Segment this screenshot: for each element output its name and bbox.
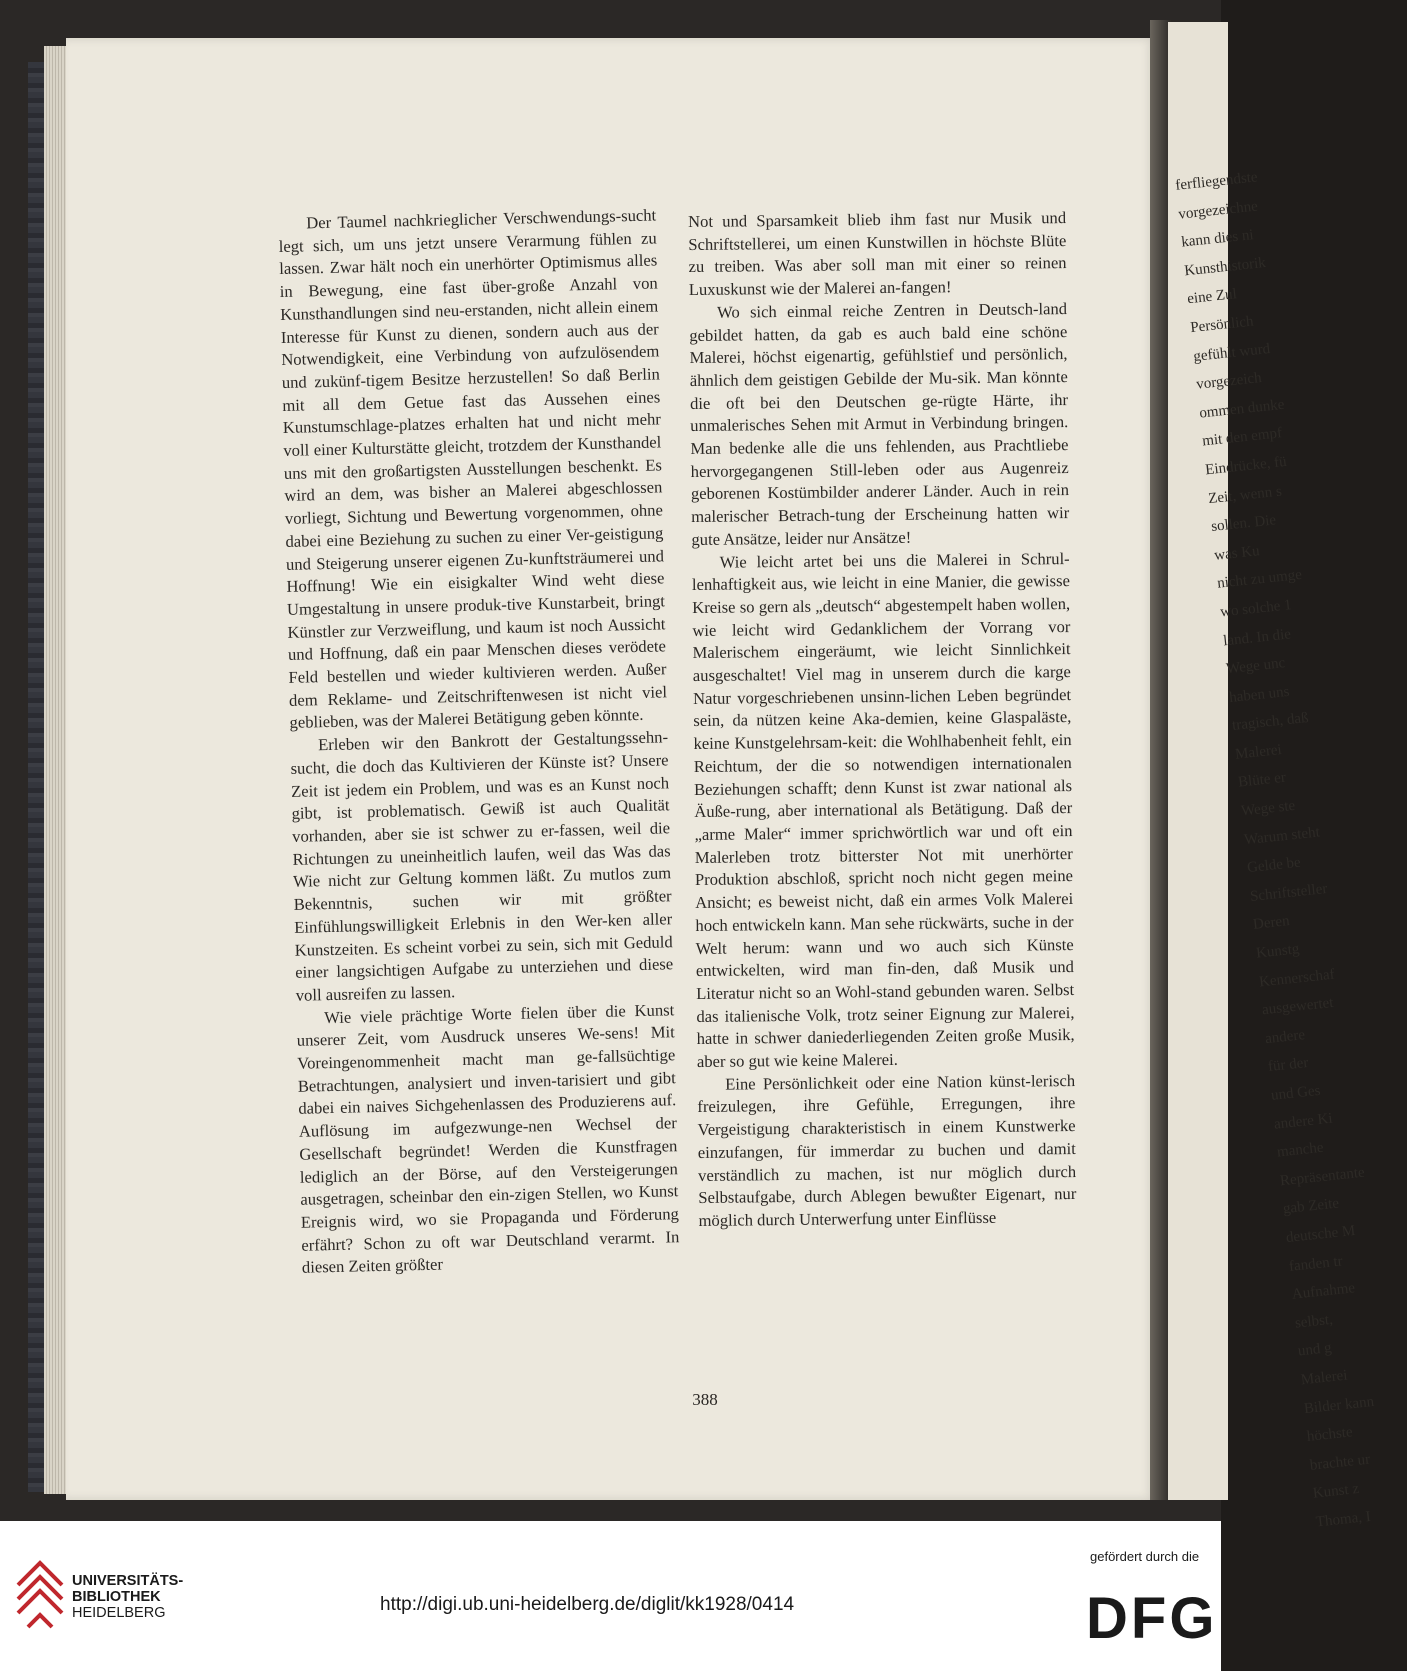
next-page-fragment: Persönlich: [1189, 313, 1255, 337]
next-page-fragment: andere Ki: [1273, 1110, 1334, 1133]
left-text-column: [278, 204, 680, 1279]
next-page-fragment: und Ges: [1270, 1082, 1322, 1104]
next-page-fragment: Aufnahme: [1291, 1280, 1356, 1303]
paragraph: Wo sich einmal reiche Zentren in Deutsch-land gebildet hatten, da gab es auch bald eine schöne Malerei, höchst eigenartig, gefühlstief und persönlich, ähnlich dem geistigen Gebilde der Mu-sik. Man könnte die oft bei den Deutschen ge-rügte Härte, ihr unmalerisches Sehen mit Armut in Verbindung bringen. Man bedenke alle die uns fehlenden, aus Prachtliebe hervorgegangenen Still-leben oder aus Augenreiz geborenen Kostümbilder anderer Länder. Auch in rein malerischer Betrach-tung der Erscheinung hatten wir gute Ansätze, leider nur Ansätze!: [689, 298, 1070, 549]
next-page-fragment: Repräsentante: [1279, 1164, 1366, 1190]
next-page-fragment: kann dies ni: [1180, 227, 1255, 251]
next-page-fragment: Kunst z: [1312, 1481, 1360, 1502]
next-page-fragment: für der: [1267, 1055, 1310, 1076]
next-page-fragment: Zeit, wenn s: [1207, 483, 1283, 507]
next-page-edge: [1168, 22, 1375, 1531]
next-page-fragment: Warum steht: [1243, 824, 1321, 848]
page-number: 388: [692, 1390, 718, 1409]
next-page-fragment: Kunsthistorik: [1183, 254, 1267, 280]
paragraph: Not und Sparsamkeit blieb ihm fast nur Musik und Schriftstellerei, um einen Kunstwillen in höchste Blüte zu treiben. Was aber soll man mit einer so reinen Luxuskunst wie der Malerei an-fangen!: [688, 208, 1067, 300]
next-page-fragment: und g: [1297, 1340, 1333, 1360]
next-page-fragment: vorgezeich: [1195, 370, 1263, 393]
footer-bar: [0, 1521, 1221, 1671]
next-page-fragment: Kunstg: [1255, 941, 1301, 962]
funded-by-label: gefördert durch die: [1090, 1549, 1200, 1564]
next-page-fragment: gefühlt wurd: [1192, 340, 1271, 365]
next-page-fragment: brachte ur: [1309, 1451, 1371, 1474]
library-name-line: UNIVERSITÄTS-: [72, 1573, 184, 1589]
next-page-fragment: deutsche M: [1285, 1222, 1357, 1247]
paragraph: Eine Persönlichkeit oder eine Nation künst-lerisch freizulegen, ihre Gefühle, Erregungen, ihre Vergeistigung charakteristisch in einem Kunstwerke einzufangen, für immerdar zu buchen und damit verständlich zu machen, ist nur möglich durch Selbstaufgabe, durch Ablegen bewußter Eigenart, nur möglich durch Unterwerfung unter Einflüsse: [697, 1070, 1077, 1230]
permalink-url[interactable]: http://digi.ub.uni-heidelberg.de/diglit/kk1928/0414: [380, 1594, 795, 1615]
next-page-fragment: Eindrücke, fü: [1204, 453, 1288, 479]
next-page-fragment: Wege ste: [1240, 797, 1296, 820]
next-page-fragment: ausgewertet: [1261, 995, 1335, 1019]
next-page-fragment: wo solche 1: [1219, 597, 1293, 621]
next-page-fragment: andere: [1264, 1026, 1306, 1047]
next-page-fragment: Thoma, I: [1315, 1508, 1372, 1531]
next-page-fragment: ommen dunke: [1198, 396, 1286, 422]
next-page-fragment: haben uns: [1228, 683, 1291, 706]
next-page-fragment: gab Zeite: [1282, 1195, 1340, 1218]
next-page-fragment: fanden tr: [1288, 1252, 1344, 1275]
next-page-text: [1174, 163, 1407, 1537]
next-page-fragment: Bilder kann: [1303, 1393, 1375, 1417]
next-page-fragment: Wege unc: [1225, 655, 1286, 678]
next-page-fragment: was Ku: [1213, 542, 1261, 564]
next-page-fragment: Deren: [1252, 913, 1291, 934]
library-name-line: HEIDELBERG: [72, 1605, 166, 1621]
next-page-fragment: land. In die: [1222, 625, 1292, 649]
next-page-fragment: mit den empf: [1201, 425, 1283, 450]
next-page-fragment: Gelde be: [1246, 854, 1302, 877]
next-page-fragment: Kennerschaf: [1258, 966, 1336, 991]
next-page-fragment: ferfliegendste: [1174, 169, 1259, 194]
paragraph: Erleben wir den Bankrott der Gestaltungssehn-sucht, die doch das Kultivieren der Künste ist? Unsere Zeit ist jedem ein Problem, und was es an Kunst noch gibt, ist problematisch. Gewiß ist auch Qualität vorhanden, aber sie ist schwer zu er-fassen, weil die Richtungen zu uneinheitlich laufen, weil das Was das Wie nicht zur Geltung kommen läßt. Zu mutlos zum Bekenntnis, suchen wir mit größter Einfühlungswilligkeit Erlebnis in den Wer-ken aller Kunstzeiten. Es scheint vorbei zu sein, sich mit Geduld einer langsichtigen Aufgabe zu unterziehen und diese voll ausreifen zu lassen.: [290, 727, 674, 1005]
dfg-logo[interactable]: DFG: [1086, 1586, 1218, 1651]
next-page-fragment: Schriftsteller: [1249, 880, 1329, 905]
library-name-line: BIBLIOTHEK: [72, 1589, 161, 1605]
next-page-fragment: Blüte er: [1237, 770, 1287, 792]
next-page-fragment: tragisch, daß: [1231, 710, 1310, 735]
next-page-fragment: vorgezeichne: [1177, 198, 1259, 223]
right-text-column: [688, 207, 1077, 1233]
next-page-fragment: selbst,: [1294, 1311, 1334, 1332]
library-name[interactable]: [72, 1573, 183, 1621]
paragraph: Wie leicht artet bei uns die Malerei in Schrul-lenhaftigkeit aus, wie leicht in eine Manier, die gewisse Kreise so gern als „deutsch“ abgestempelt haben wollen, wie leicht wird Gedanklichem der Vorrang vor Malerischem eingeräumt, wie leicht Sinnlichkeit ausgeschaltet! Viel mag in unserem durch die karge Natur vorgeschriebenen unsinn-lichen Leben begründet sein, da nützen keine Aka-demien, keine Glaspaläste, keine Kunstgelehrsam-keit: die Wohlhabenheit fehlt, ein Reichtum, der die so notwendigen internationalen Beziehungen schafft; denn Kunst ist zwar national als Äuße-rung, aber international als Betätigung. Daß der „arme Maler“ immer sprichwörtlich war und oft ein Malerleben trotz bitterster Not mit unerhörter Produktion abschloß, spricht noch nicht gegen meine Ansicht; es beweist nicht, daß ein armes Volk Malerei hoch entwickeln kann. Man sehe rückwärts, suche in der Welt herum: wann und wo auch sich Künste entwickelten, wird man fin-den, daß Musik und Literatur nicht so an Wohl-stand gebunden waren. Selbst das italienische Volk, trotz seiner Eignung zur Malerei, hatte in schwer daniederliegenden Zeiten große Musik, aber so gut wie keine Malerei.: [691, 548, 1075, 1071]
next-page-fragment: höchste: [1306, 1424, 1354, 1446]
page-stack-edge: [44, 46, 68, 1494]
next-page-fragment: sollen. Die: [1210, 512, 1277, 536]
next-page-fragment: manche: [1276, 1139, 1325, 1161]
library-logo-icon: [14, 1555, 66, 1633]
paragraph: Wie viele prächtige Worte fielen über die Kunst unserer Zeit, vom Ausdruck unseres We-sens! Mit Voreingenommenheit macht man ge-fallsüchtige Betrachtungen, analysiert und inven-tarisiert und gibt dabei ein naives Sichgehenlassen des Produzierens auf. Auflösung im aufgezwunge-nen Wechsel der Gesellschaft begründet! Werden die Kunstfragen lediglich an der Börse, auf den Versteigerungen ausgetragen, scheinbar den ein-zigen Stellen, wo Kunst Ereignis wird, wo sie Propaganda und Förderung erfährt? Schon zu oft war Deutschland verarmt. In diesen Zeiten größter: [296, 999, 680, 1278]
next-page-fragment: Malerei: [1300, 1367, 1349, 1389]
paragraph: Der Taumel nachkrieglicher Verschwendungs-sucht legt sich, um uns jetzt unsere Verarmung fühlen zu lassen. Zwar hält noch ein unerhörter Optimismus alles in Bewegung, eine fast über-große Anzahl von Kunsthandlungen sind neu-erstanden, nicht allein einem Interesse für Kunst zu dienen, sondern auch aus der Notwendigkeit, eine Verbindung von aufzulösendem und zukünf-tigem Besitze herzustellen! So daß Berlin mit all dem Getue fast das Aussehen eines Kunstumschlage-platzes erhalten hat und nicht mehr voll einer Kulturstätte gleicht, trotzdem der Kunsthandel uns mit den großartigsten Ausstellungen beschenkt. Es wird an dem, was bisher an Malerei abgeschlossen vorliegt, Sichtung und Bewertung vorgenommen, ohne dabei eine Beziehung zu suchen zu einer Ver-geistigung und Steigerung unserer eigenen Zu-kunftsträumerei und Hoffnung! Wie ein eisigkalter Wind weht diese Umgestaltung in unsere produk-tive Kunstarbeit, bringt Künstler zur Verzweiflung, und kaum ist noch Aussicht und Hoffnung, daß ein paar Menschen dieses verödete Feld bestellen und wieder kultivieren werden. Außer dem Reklame- und Zeitschriftenwesen ist nicht viel geblieben, was der Malerei Betätigung geben könnte.: [278, 205, 668, 733]
next-page-fragment: nicht zu umge: [1216, 567, 1303, 592]
next-page-fragment: eine Zul: [1186, 286, 1238, 308]
next-page-fragment: Malerei: [1234, 741, 1283, 763]
